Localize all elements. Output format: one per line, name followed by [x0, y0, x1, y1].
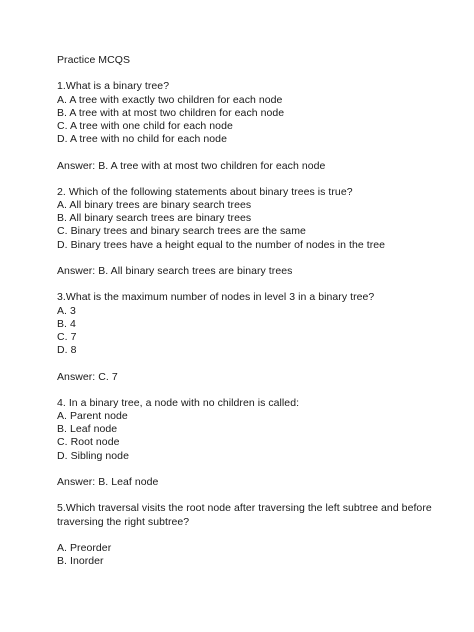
option-b: B. A tree with at most two children for each node — [57, 106, 285, 119]
answer-text: Answer: B. All binary search trees are binary trees — [57, 265, 293, 277]
spacer — [57, 252, 437, 265]
question-text-line-1: 5.Which traversal visits the root node after traversing the left subtree and before — [57, 502, 432, 515]
answer-text: Answer: C. 7 — [57, 370, 118, 383]
question-text: 2. Which of the following statements about binary trees is true? — [57, 185, 353, 198]
option-b: B. Inorder — [57, 555, 104, 568]
spacer — [57, 146, 437, 159]
option-a: A. A tree with exactly two children for each node — [57, 93, 283, 106]
spacer — [57, 357, 437, 370]
option-a: A. Parent node — [57, 410, 128, 423]
spacer — [57, 384, 437, 397]
spacer — [57, 463, 437, 476]
option-b: B. Leaf node — [57, 423, 118, 436]
option-c: C. Binary trees and binary search trees are the same — [57, 225, 306, 238]
question-block-1 — [57, 80, 437, 146]
spacer — [57, 489, 437, 502]
option-a: A. 3 — [57, 304, 76, 317]
question-block-2 — [57, 186, 437, 252]
spacer — [57, 67, 437, 80]
question-text: 4. In a binary tree, a node with no children is called: — [57, 396, 300, 409]
question-block-4 — [57, 397, 437, 463]
option-b: B. All binary search trees are binary trees — [57, 212, 252, 225]
spacer — [57, 173, 437, 186]
option-b: B. 4 — [57, 317, 76, 330]
question-block-5 — [57, 502, 437, 568]
option-c: C. A tree with one child for each node — [57, 119, 233, 132]
question-text-line-2: traversing the right subtree? — [57, 515, 190, 528]
option-c: C. Root node — [57, 436, 120, 449]
option-a: A. All binary trees are binary search trees — [57, 199, 252, 212]
spacer — [57, 529, 437, 542]
option-d: D. 8 — [57, 344, 77, 357]
option-d: D. A tree with no child for each node — [57, 133, 227, 146]
spacer — [57, 278, 437, 291]
option-d: D. Binary trees have a height equal to the number of nodes in the tree — [57, 238, 386, 251]
option-d: D. Sibling node — [57, 449, 129, 462]
option-a: A. Preorder — [57, 541, 112, 554]
option-c: C. 7 — [57, 330, 77, 343]
question-text: 3.What is the maximum number of nodes in level 3 in a binary tree? — [57, 291, 375, 304]
question-block-3 — [57, 291, 437, 357]
page-title: Practice MCQS — [57, 54, 130, 66]
document-content — [57, 54, 437, 568]
answer-text: Answer: B. Leaf node — [57, 476, 159, 488]
question-text: 1.What is a binary tree? — [57, 80, 170, 93]
answer-text: Answer: B. A tree with at most two children for each node — [57, 159, 326, 172]
